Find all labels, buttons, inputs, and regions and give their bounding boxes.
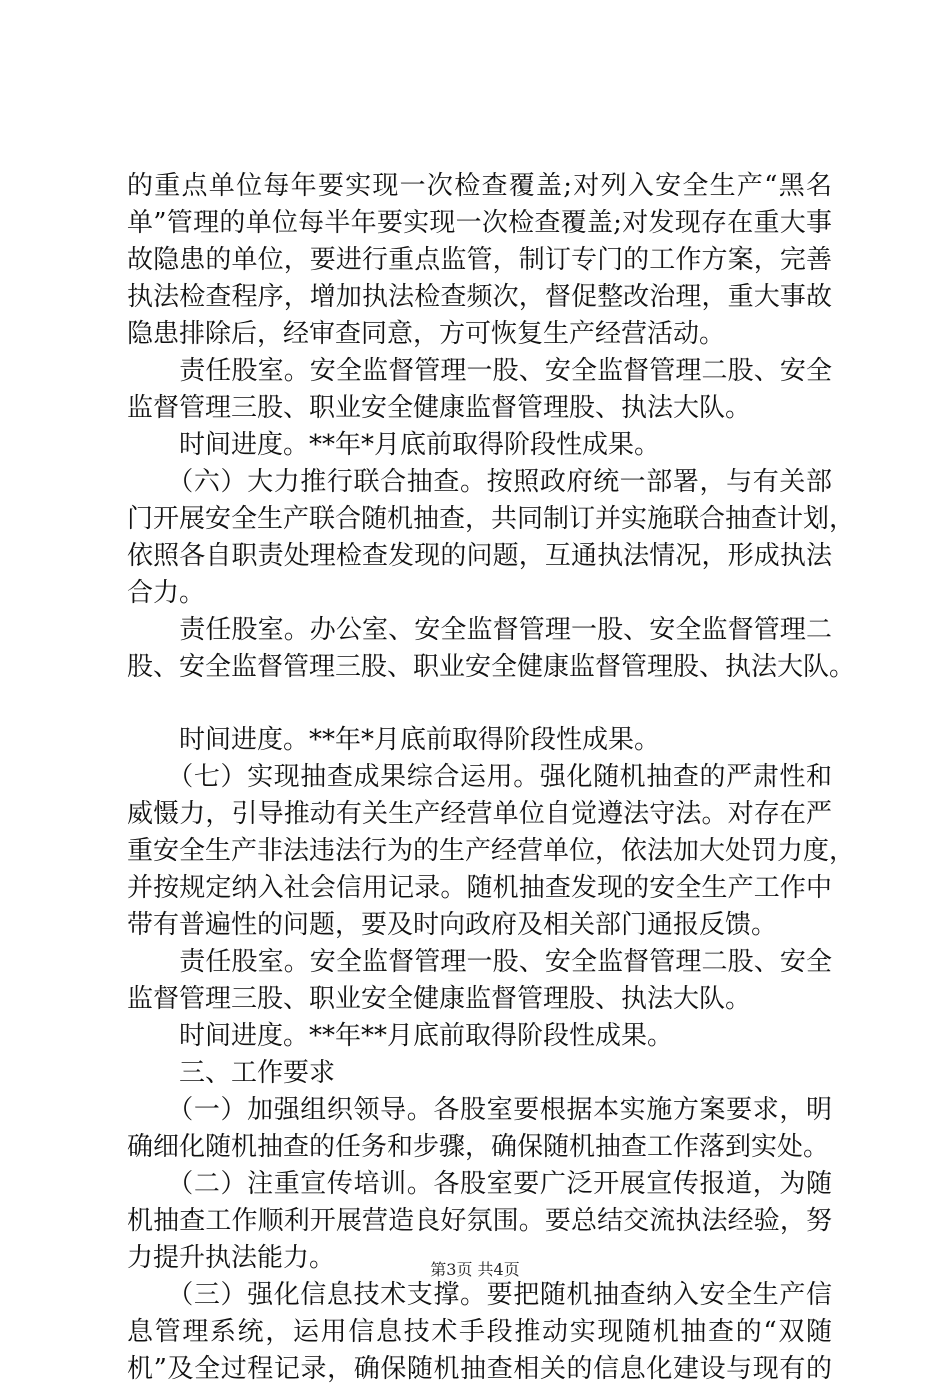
- text-line: 息管理系统，运用信息技术手段推动实现随机抽查的“双随: [127, 1317, 832, 1347]
- text-line: 的重点单位每年要实现一次检查覆盖;对列入安全生产“黑名: [127, 171, 832, 201]
- text-line: 责任股室。办公室、安全监督管理一股、安全监督管理二: [127, 615, 832, 645]
- text-line: 监督管理三股、职业安全健康监督管理股、执法大队。: [127, 393, 752, 423]
- text-line: 机”及全过程记录，确保随机抽查相关的信息化建设与现有的: [127, 1354, 832, 1384]
- text-line: 并按规定纳入社会信用记录。随机抽查发现的安全生产工作中: [127, 873, 832, 903]
- text-line: 隐患排除后，经审查同意，方可恢复生产经营活动。: [127, 319, 726, 349]
- text-line: （三）强化信息技术支撑。要把随机抽查纳入安全生产信: [127, 1280, 832, 1310]
- text-line: 单”管理的单位每半年要实现一次检查覆盖;对发现存在重大事: [127, 208, 832, 238]
- text-line: 机抽查工作顺利开展营造良好氛围。要总结交流执法经验，努: [127, 1206, 832, 1236]
- text-line: 依照各自职责处理检查发现的问题，互通执法情况，形成执法: [127, 541, 832, 571]
- text-line: （六）大力推行联合抽查。按照政府统一部署，与有关部: [127, 467, 832, 497]
- text-line: （七）实现抽查成果综合运用。强化随机抽查的严肃性和: [127, 762, 832, 792]
- text-line: 责任股室。安全监督管理一股、安全监督管理二股、安全: [127, 356, 832, 386]
- text-line: 监督管理三股、职业安全健康监督管理股、执法大队。: [127, 984, 752, 1014]
- text-line: 威慑力，引导推动有关生产经营单位自觉遵法守法。对存在严: [127, 799, 832, 829]
- document-body: [127, 168, 856, 1388]
- text-line: 带有普遍性的问题，要及时向政府及相关部门通报反馈。: [127, 910, 778, 940]
- text-line: 时间进度。**年*月底前取得阶段性成果。: [127, 430, 661, 460]
- text-line: 时间进度。**年*月底前取得阶段性成果。: [127, 725, 661, 755]
- text-line: （一）加强组织领导。各股室要根据本实施方案要求，明: [127, 1095, 832, 1125]
- blank-line: [127, 686, 832, 722]
- text-line: 合力。: [127, 578, 206, 608]
- text-line: 故隐患的单位，要进行重点监管，制订专门的工作方案，完善: [127, 245, 832, 275]
- page-number-footer: 第3页 共4页: [430, 1260, 520, 1279]
- text-line: 确细化随机抽查的任务和步骤，确保随机抽查工作落到实处。: [127, 1132, 830, 1162]
- text-line: 时间进度。**年**月底前取得阶段性成果。: [127, 1021, 674, 1051]
- text-line: 三、工作要求: [127, 1058, 336, 1088]
- text-line: 执法检查程序，增加执法检查频次，督促整改治理，重大事故: [127, 282, 832, 312]
- text-line: 力提升执法能力。: [127, 1243, 336, 1273]
- text-line: （二）注重宣传培训。各股室要广泛开展宣传报道，为随: [127, 1169, 832, 1199]
- text-line: 股、安全监督管理三股、职业安全健康监督管理股、执法大队。: [127, 652, 856, 682]
- text-line: 责任股室。安全监督管理一股、安全监督管理二股、安全: [127, 947, 832, 977]
- text-line: 门开展安全生产联合随机抽查，共同制订并实施联合抽查计划，: [127, 504, 856, 534]
- text-line: 重安全生产非法违法行为的生产经营单位，依法加大处罚力度，: [127, 836, 856, 866]
